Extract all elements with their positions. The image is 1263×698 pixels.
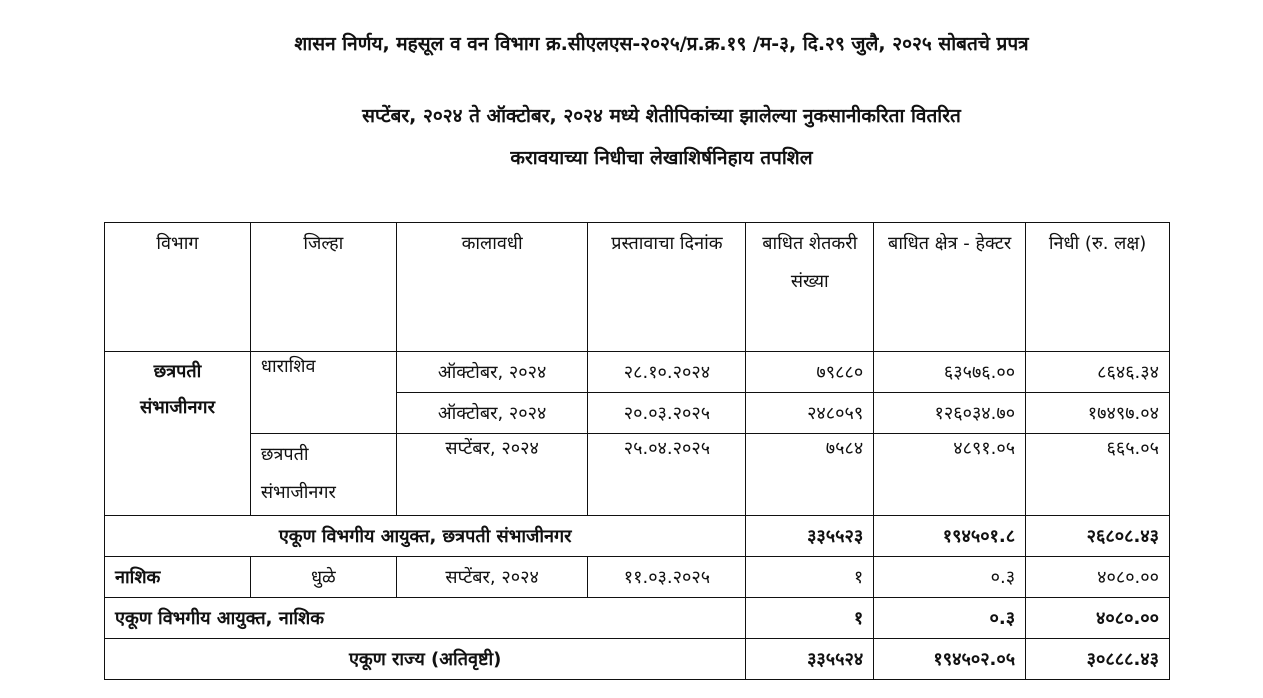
title-line-1: सप्टेंबर, २०२४ ते ऑक्टोबर, २०२४ मध्ये शेतीपिकांच्या झालेल्या नुकसानीकरिता वितरित	[362, 105, 961, 127]
col-farmers: बाधित शेतकरी संख्या	[746, 223, 874, 352]
fund-cell: ३०८८८.४३	[1026, 639, 1170, 680]
col-division: विभाग	[105, 223, 251, 352]
col-period: कालावधी	[396, 223, 588, 352]
date-cell: २५.०४.२०२५	[588, 434, 746, 516]
col-proposal-date: प्रस्तावाचा दिनांक	[588, 223, 746, 352]
farmers-cell: २४८०५९	[746, 393, 874, 434]
farmers-cell: ७९८८०	[746, 352, 874, 393]
area-cell: १२६०३४.७०	[874, 393, 1026, 434]
fund-cell: २६८०८.४३	[1026, 516, 1170, 557]
document-reference-line: शासन निर्णय, महसूल व वन विभाग क्र.सीएलएस-२०२५/प्र.क्र.१९ /म-३, दि.२९ जुलै, २०२५ सोबतचे प्रपत्र	[294, 33, 1029, 55]
period-cell: ऑक्टोबर, २०२४	[396, 352, 588, 393]
division-cell: छत्रपती संभाजीनगर	[105, 352, 251, 516]
date-cell: २८.१०.२०२४	[588, 352, 746, 393]
title-line-2: करावयाच्या निधीचा लेखाशिर्षनिहाय तपशिल	[510, 147, 813, 169]
area-cell: ६३५७६.००	[874, 352, 1026, 393]
area-cell: ४८९१.०५	[874, 434, 1026, 516]
division-total-row	[105, 598, 1170, 639]
district-cell: धाराशिव	[250, 352, 396, 434]
period-cell: ऑक्टोबर, २०२४	[396, 393, 588, 434]
fund-cell: ४०८०.००	[1026, 557, 1170, 598]
col-area: बाधित क्षेत्र - हेक्टर	[874, 223, 1026, 352]
fund-cell: १७४९७.०४	[1026, 393, 1170, 434]
area-cell: १९४५०१.८	[874, 516, 1026, 557]
table-row	[105, 352, 1170, 393]
farmers-cell: ३३५५२३	[746, 516, 874, 557]
col-district: जिल्हा	[250, 223, 396, 352]
period-cell: सप्टेंबर, २०२४	[396, 434, 588, 516]
farmers-cell: १	[746, 557, 874, 598]
state-total-row	[105, 639, 1170, 680]
farmers-cell: ३३५५२४	[746, 639, 874, 680]
header-row	[105, 223, 1170, 352]
fund-cell: ४०८०.००	[1026, 598, 1170, 639]
area-cell: ०.३	[874, 557, 1026, 598]
area-cell: १९४५०२.०५	[874, 639, 1026, 680]
division-total-row	[105, 516, 1170, 557]
col-fund: निधी (रु. लक्ष)	[1026, 223, 1170, 352]
farmers-cell: ७५८४	[746, 434, 874, 516]
total-label: एकूण विभगीय आयुक्त, नाशिक	[105, 598, 746, 639]
fund-distribution-table	[104, 222, 1170, 680]
fund-cell: ६६५.०५	[1026, 434, 1170, 516]
district-cell: छत्रपती संभाजीनगर	[250, 434, 396, 516]
total-label: एकूण राज्य (अतिवृष्टी)	[105, 639, 746, 680]
table-row	[105, 434, 1170, 516]
date-cell: २०.०३.२०२५	[588, 393, 746, 434]
farmers-cell: १	[746, 598, 874, 639]
table-row	[105, 557, 1170, 598]
division-cell: नाशिक	[105, 557, 251, 598]
district-cell: धुळे	[250, 557, 396, 598]
document-title	[0, 95, 1263, 179]
fund-cell: ८६४६.३४	[1026, 352, 1170, 393]
date-cell: ११.०३.२०२५	[588, 557, 746, 598]
total-label: एकूण विभगीय आयुक्त, छत्रपती संभाजीनगर	[105, 516, 746, 557]
area-cell: ०.३	[874, 598, 1026, 639]
period-cell: सप्टेंबर, २०२४	[396, 557, 588, 598]
